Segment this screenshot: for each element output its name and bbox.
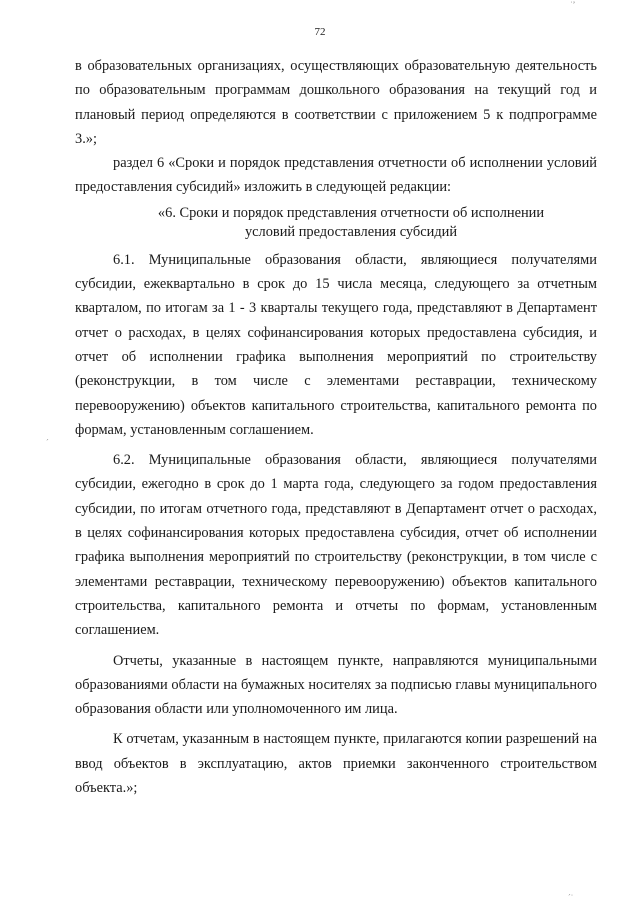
paragraph-section-6-intro: раздел 6 «Сроки и порядок представления отчетности об исполнении условий предоставления субсидий» изложить в следующей редакции: bbox=[75, 155, 597, 196]
document-body bbox=[75, 54, 597, 800]
paragraph-6-2: 6.2. Муниципальные образования области, являющиеся получателями субсидии, ежегодно в срок до 1 марта года, следующего за годом предоставления субсидии, по итогам отчетного года, представляют в Департамент отчет о расходах, в целях софинансирования которых предоставлена субсидия, отчет об исполнении графика выполнения мероприятий по строительству (реконструкции, в том числе с элементами реставрации, техническому перевооружению) объектов капитального строительства, капитального ремонта и отчеты по формам, установленным соглашением. bbox=[75, 452, 597, 639]
paragraph-attachments: К отчетам, указанным в настоящем пункте, прилагаются копии разрешений на ввод объектов в эксплуатацию, актов приемки законченного строительством объекта.»; bbox=[75, 731, 597, 797]
page-number: 72 bbox=[314, 26, 326, 38]
paragraph-intro-continuation: в образовательных организациях, осуществляющих образовательную деятельность по образовательным программам дошкольного образования на текущий год и плановый период определяются в соответствии с приложением 5 к подпрограмме 3.»; bbox=[75, 58, 597, 147]
paragraph-reports: Отчеты, указанные в настоящем пункте, направляются муниципальными образованиями области на бумажных носителях за подписью главы муниципального образования области или уполномоченного им лица. bbox=[75, 652, 597, 718]
scan-artifact-mark: ˙ʼ bbox=[570, 0, 576, 9]
section-6-heading bbox=[75, 204, 597, 242]
section-6-heading-line-2: условий предоставления субсидий bbox=[244, 223, 458, 240]
scan-artifact-mark: ´ bbox=[46, 438, 49, 447]
paragraph-6-1: 6.1. Муниципальные образования области, являющиеся получателями субсидии, ежеквартально в срок до 15 числа месяца, следующего за отчетным кварталом, по итогам за 1 - 3 кварталы текущего года, представляют в Департамент отчет о расходах, в целях софинансирования которых предоставлена субсидия, и отчет об исполнении графика выполнения мероприятий по строительству (реконструкции, в том числе с элементами реставрации, техническому перевооружению) объектов капитального строительства, капитального ремонта по формам, установленным соглашением. bbox=[75, 251, 597, 438]
section-6-heading-line-1: «6. Сроки и порядок представления отчетности об исполнении bbox=[157, 204, 545, 221]
scan-artifact-mark: ˊ˙ bbox=[568, 893, 574, 902]
